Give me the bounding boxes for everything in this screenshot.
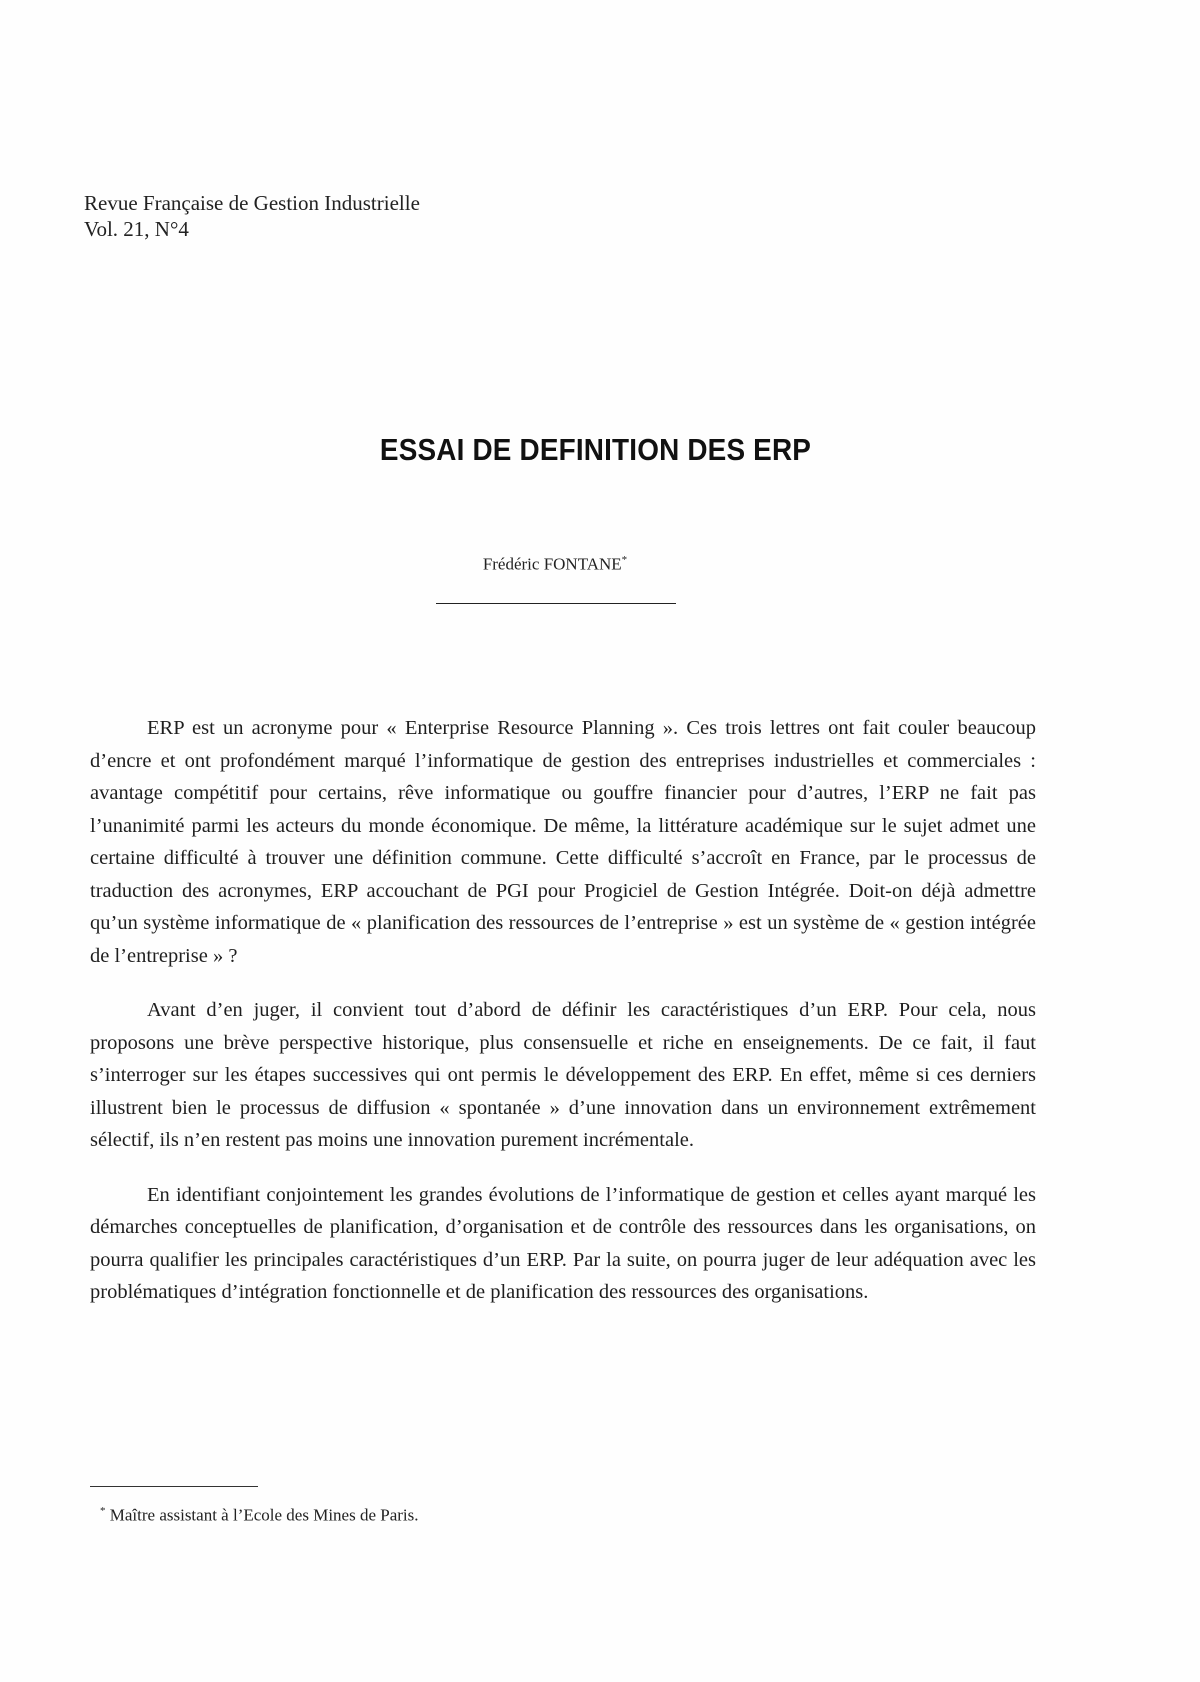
paragraph-1: ERP est un acronyme pour « Enterprise Resource Planning ». Ces trois lettres ont fait couler beaucoup d’encre et ont profondément marqué l’informatique de gestion des entreprises industrielles et commerciales : avantage compétitif pour certains, rêve informatique ou gouffre financier pour d’autres, l’ERP ne fait pas l’unanimité parmi les acteurs du monde économique. De même, la littérature académique sur le sujet admet une certaine difficulté à trouver une définition commune. Cette difficulté s’accroît en France, par le processus de traduction des acronymes, ERP accouchant de PGI pour Progiciel de Gestion Intégrée. Doit-on déjà admettre qu’un système informatique de « planification des ressources de l’entreprise » est un système de « gestion intégrée de l’entreprise » ?: [90, 717, 1036, 967]
footnote: [100, 1505, 419, 1526]
article-title: ESSAI DE DEFINITION DES ERP: [379, 432, 812, 467]
author-footnote-mark: *: [621, 554, 628, 566]
journal-issue: Vol. 21, N°4: [84, 217, 189, 241]
author-line: [0, 554, 1155, 575]
journal-name: Revue Française de Gestion Industrielle: [84, 191, 420, 215]
paragraph-2: Avant d’en juger, il convient tout d’abord de définir les caractéristiques d’un ERP. Pour cela, nous proposons une brève perspective historique, plus consensuelle et riche en enseignements. De ce fait, il faut s’interroger sur les étapes successives qui ont permis le développement des ERP. En effet, même si ces derniers illustrent bien le processus de diffusion « spontanée » d’une innovation dans un environnement extrêmement sélectif, ils n’en restent pas moins une innovation purement incrémentale.: [90, 999, 1036, 1151]
author-name: Frédéric FONTANE: [482, 554, 622, 574]
footnote-divider: [90, 1486, 258, 1487]
footnote-mark: *: [100, 1505, 106, 1517]
title-divider: [436, 603, 676, 604]
footnote-text: Maître assistant à l’Ecole des Mines de Paris.: [109, 1505, 419, 1525]
journal-header: [84, 190, 420, 242]
article-body: [90, 712, 1036, 1331]
paragraph-3: En identifiant conjointement les grandes évolutions de l’informatique de gestion et celles ayant marqué les démarches conceptuelles de planification, d’organisation et de contrôle des ressources dans les organisations, on pourra qualifier les principales caractéristiques d’un ERP. Par la suite, on pourra juger de leur adéquation avec les problématiques d’intégration fonctionnelle et de planification des ressources des organisations.: [90, 1183, 1036, 1303]
